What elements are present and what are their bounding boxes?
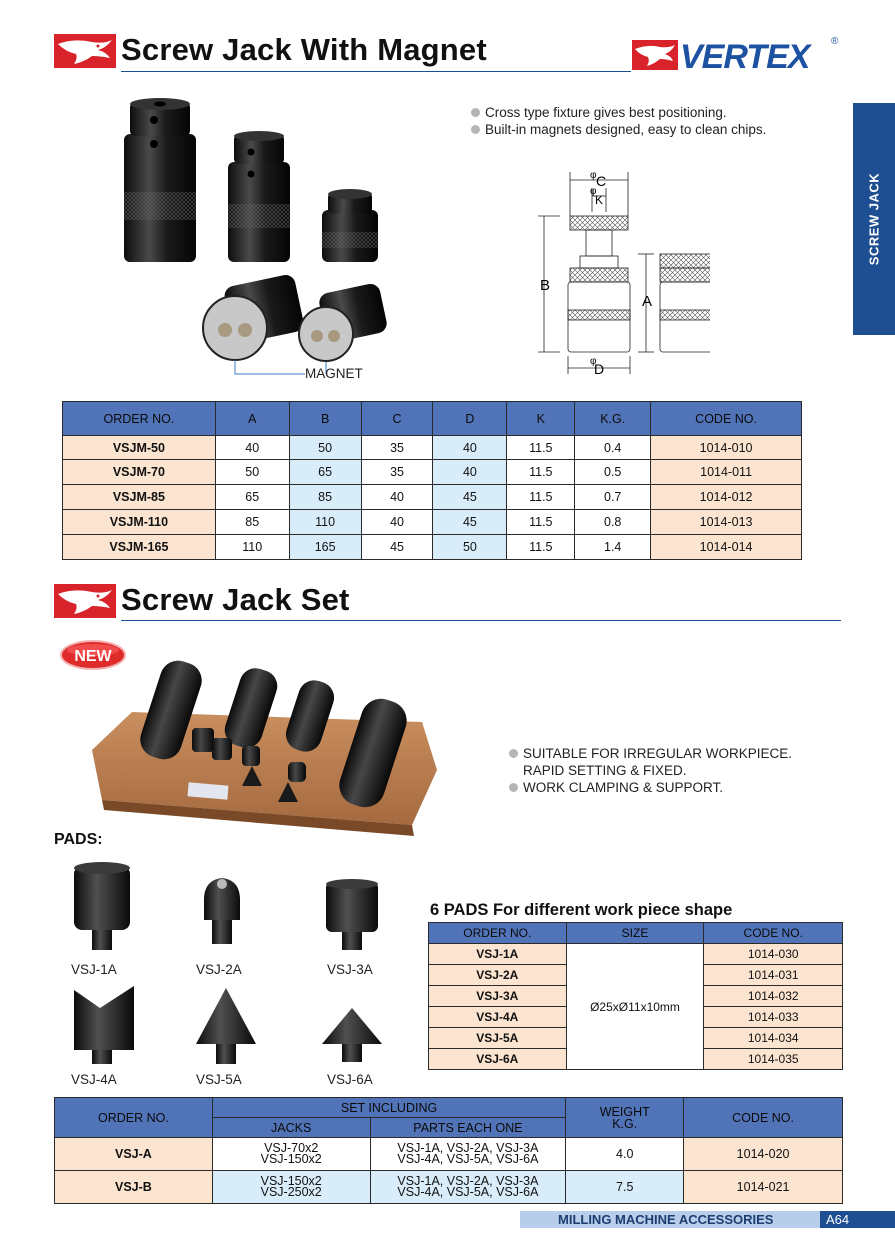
pads-heading: PADS: bbox=[54, 831, 103, 848]
cell-c: 40 bbox=[361, 510, 433, 535]
col-c: C bbox=[361, 402, 433, 436]
cell-code: 1014-035 bbox=[704, 1049, 843, 1070]
vsjm-spec-table bbox=[62, 401, 802, 560]
cell-kg: 0.8 bbox=[575, 510, 651, 535]
cell-kg: 0.7 bbox=[575, 485, 651, 510]
cell-code: 1014-010 bbox=[651, 436, 802, 460]
cell-c: 35 bbox=[361, 436, 433, 460]
page-number-box bbox=[820, 1211, 895, 1228]
phi-k-symbol: φ bbox=[590, 186, 597, 197]
table-row bbox=[63, 535, 802, 560]
pad-label: VSJ-2A bbox=[196, 962, 242, 977]
col-code-no: CODE NO. bbox=[704, 923, 843, 944]
col-kg: K.G. bbox=[575, 402, 651, 436]
title-underline bbox=[121, 620, 841, 621]
cell-jacks: VSJ-70x2 VSJ-150x2 bbox=[212, 1138, 370, 1171]
cell-b: 85 bbox=[289, 485, 361, 510]
dimension-diagram bbox=[530, 160, 710, 380]
dim-b-label: B bbox=[540, 277, 551, 294]
cell-order: VSJ-1A bbox=[429, 944, 567, 965]
cell-weight: 7.5 bbox=[566, 1171, 684, 1204]
cell-code: 1014-033 bbox=[704, 1007, 843, 1028]
dim-c-label: C bbox=[596, 173, 607, 189]
table-row bbox=[55, 1138, 843, 1171]
bullet-item: Built-in magnets designed, easy to clean chips. bbox=[471, 121, 766, 138]
bullet-dot-icon bbox=[471, 125, 480, 134]
cell-b: 50 bbox=[289, 436, 361, 460]
registered-mark: ® bbox=[831, 36, 839, 47]
cell-d: 45 bbox=[433, 485, 507, 510]
dim-a-label: A bbox=[642, 293, 653, 310]
col-jacks: JACKS bbox=[212, 1118, 370, 1138]
side-tab-label: SCREW JACK bbox=[866, 172, 882, 266]
col-order-no: ORDER NO. bbox=[55, 1098, 213, 1138]
new-badge-text: NEW bbox=[74, 648, 112, 665]
dim-d-label: D bbox=[594, 361, 605, 377]
section-title-screw-jack-set: Screw Jack Set bbox=[121, 582, 350, 617]
footer-category-label: MILLING MACHINE ACCESSORIES bbox=[558, 1212, 774, 1227]
cell-code: 1014-013 bbox=[651, 510, 802, 535]
cell-kg: 0.4 bbox=[575, 436, 651, 460]
cell-parts: VSJ-1A, VSJ-2A, VSJ-3A VSJ-4A, VSJ-5A, VSJ-6A bbox=[370, 1138, 566, 1171]
cell-order: VSJ-B bbox=[55, 1171, 213, 1204]
screw-jack-magnet-photo bbox=[110, 92, 410, 382]
screw-jack-set-photo bbox=[92, 650, 442, 840]
cell-parts: VSJ-1A, VSJ-2A, VSJ-3A VSJ-4A, VSJ-5A, VSJ-6A bbox=[370, 1171, 566, 1204]
dim-k-label: K bbox=[595, 193, 604, 207]
cell-order: VSJM-70 bbox=[63, 460, 216, 485]
side-tab-screw-jack bbox=[853, 103, 895, 335]
pad-label: VSJ-6A bbox=[327, 1072, 373, 1087]
cell-order: VSJ-6A bbox=[429, 1049, 567, 1070]
cell-kg: 1.4 bbox=[575, 535, 651, 560]
bullet-item: Cross type fixture gives best positioning. bbox=[471, 104, 766, 121]
col-b: B bbox=[289, 402, 361, 436]
cell-a: 65 bbox=[215, 485, 289, 510]
cell-code: 1014-014 bbox=[651, 535, 802, 560]
cell-b: 165 bbox=[289, 535, 361, 560]
feature-bullets-2 bbox=[509, 745, 792, 796]
cell-d: 45 bbox=[433, 510, 507, 535]
cell-kg: 0.5 bbox=[575, 460, 651, 485]
cell-k: 11.5 bbox=[507, 535, 575, 560]
table-header-row bbox=[63, 402, 802, 436]
cell-a: 110 bbox=[215, 535, 289, 560]
bullet-dot-icon bbox=[471, 108, 480, 117]
phi-c-symbol: φ bbox=[590, 170, 597, 181]
col-set-including: SET INCLUDING bbox=[212, 1098, 566, 1118]
phi-d-symbol: φ bbox=[590, 356, 597, 367]
cell-order: VSJ-A bbox=[55, 1138, 213, 1171]
table-row bbox=[429, 944, 843, 965]
pad-vsj-2a-icon bbox=[204, 878, 240, 944]
footer-category-bar bbox=[520, 1211, 820, 1228]
table-row bbox=[63, 436, 802, 460]
cell-weight: 4.0 bbox=[566, 1138, 684, 1171]
cell-code: 1014-034 bbox=[704, 1028, 843, 1049]
cell-d: 40 bbox=[433, 460, 507, 485]
pads-table bbox=[428, 922, 843, 1070]
eagle-logo-icon bbox=[54, 34, 116, 68]
table-row bbox=[63, 485, 802, 510]
col-code-no: CODE NO. bbox=[684, 1098, 843, 1138]
col-size: SIZE bbox=[566, 923, 704, 944]
pad-vsj-1a-icon bbox=[74, 862, 130, 950]
bullet-item: SUITABLE FOR IRREGULAR WORKPIECE. bbox=[509, 745, 792, 762]
cell-order: VSJ-4A bbox=[429, 1007, 567, 1028]
table-row bbox=[63, 510, 802, 535]
cell-size: Ø25xØ11x10mm bbox=[566, 944, 704, 1070]
cell-d: 50 bbox=[433, 535, 507, 560]
col-weight: WEIGHT K.G. bbox=[566, 1098, 684, 1138]
cell-d: 40 bbox=[433, 436, 507, 460]
vertex-eagle-icon bbox=[632, 40, 678, 70]
col-d: D bbox=[433, 402, 507, 436]
pad-vsj-4a-icon bbox=[74, 986, 134, 1064]
bullet-dot-icon bbox=[509, 783, 518, 792]
cell-c: 35 bbox=[361, 460, 433, 485]
col-code-no: CODE NO. bbox=[651, 402, 802, 436]
pad-vsj-3a-icon bbox=[326, 879, 378, 950]
bullet-dot-icon bbox=[509, 749, 518, 758]
magnet-label: MAGNET bbox=[305, 366, 363, 381]
page-number: A64 bbox=[826, 1212, 850, 1227]
vertex-brand-logo: VERTEX bbox=[680, 38, 810, 76]
cell-code: 1014-030 bbox=[704, 944, 843, 965]
pad-vsj-5a-icon bbox=[196, 988, 256, 1064]
pad-vsj-6a-icon bbox=[322, 1008, 382, 1062]
cell-b: 110 bbox=[289, 510, 361, 535]
cell-order: VSJM-50 bbox=[63, 436, 216, 460]
feature-bullets-1 bbox=[471, 104, 766, 138]
bullet-item: RAPID SETTING & FIXED. bbox=[523, 763, 687, 778]
set-table bbox=[54, 1097, 843, 1204]
eagle-logo-icon bbox=[54, 584, 116, 618]
table-row bbox=[55, 1171, 843, 1204]
cell-k: 11.5 bbox=[507, 485, 575, 510]
cell-code: 1014-031 bbox=[704, 965, 843, 986]
cell-jacks: VSJ-150x2 VSJ-250x2 bbox=[212, 1171, 370, 1204]
cell-b: 65 bbox=[289, 460, 361, 485]
pad-label: VSJ-5A bbox=[196, 1072, 242, 1087]
col-a: A bbox=[215, 402, 289, 436]
table-header-row bbox=[429, 923, 843, 944]
cell-order: VSJ-5A bbox=[429, 1028, 567, 1049]
cell-a: 85 bbox=[215, 510, 289, 535]
cell-code: 1014-012 bbox=[651, 485, 802, 510]
cell-order: VSJM-165 bbox=[63, 535, 216, 560]
pad-label: VSJ-3A bbox=[327, 962, 373, 977]
cell-code: 1014-011 bbox=[651, 460, 802, 485]
cell-code: 1014-021 bbox=[684, 1171, 843, 1204]
cell-c: 40 bbox=[361, 485, 433, 510]
cell-code: 1014-020 bbox=[684, 1138, 843, 1171]
cell-a: 40 bbox=[215, 436, 289, 460]
pads-table-title: 6 PADS For different work piece shape bbox=[430, 901, 733, 919]
cell-k: 11.5 bbox=[507, 510, 575, 535]
title-underline bbox=[121, 71, 631, 72]
col-order-no: ORDER NO. bbox=[429, 923, 567, 944]
cell-k: 11.5 bbox=[507, 460, 575, 485]
col-order-no: ORDER NO. bbox=[63, 402, 216, 436]
cell-code: 1014-032 bbox=[704, 986, 843, 1007]
cell-order: VSJM-85 bbox=[63, 485, 216, 510]
col-parts: PARTS EACH ONE bbox=[370, 1118, 566, 1138]
col-k: K bbox=[507, 402, 575, 436]
table-header-row bbox=[55, 1098, 843, 1118]
cell-c: 45 bbox=[361, 535, 433, 560]
cell-order: VSJM-110 bbox=[63, 510, 216, 535]
cell-k: 11.5 bbox=[507, 436, 575, 460]
section-title-screw-jack-magnet: Screw Jack With Magnet bbox=[121, 32, 487, 67]
pad-label: VSJ-1A bbox=[71, 962, 117, 977]
cell-a: 50 bbox=[215, 460, 289, 485]
pad-label: VSJ-4A bbox=[71, 1072, 117, 1087]
cell-order: VSJ-2A bbox=[429, 965, 567, 986]
bullet-item: WORK CLAMPING & SUPPORT. bbox=[509, 779, 792, 796]
table-row bbox=[63, 460, 802, 485]
cell-order: VSJ-3A bbox=[429, 986, 567, 1007]
